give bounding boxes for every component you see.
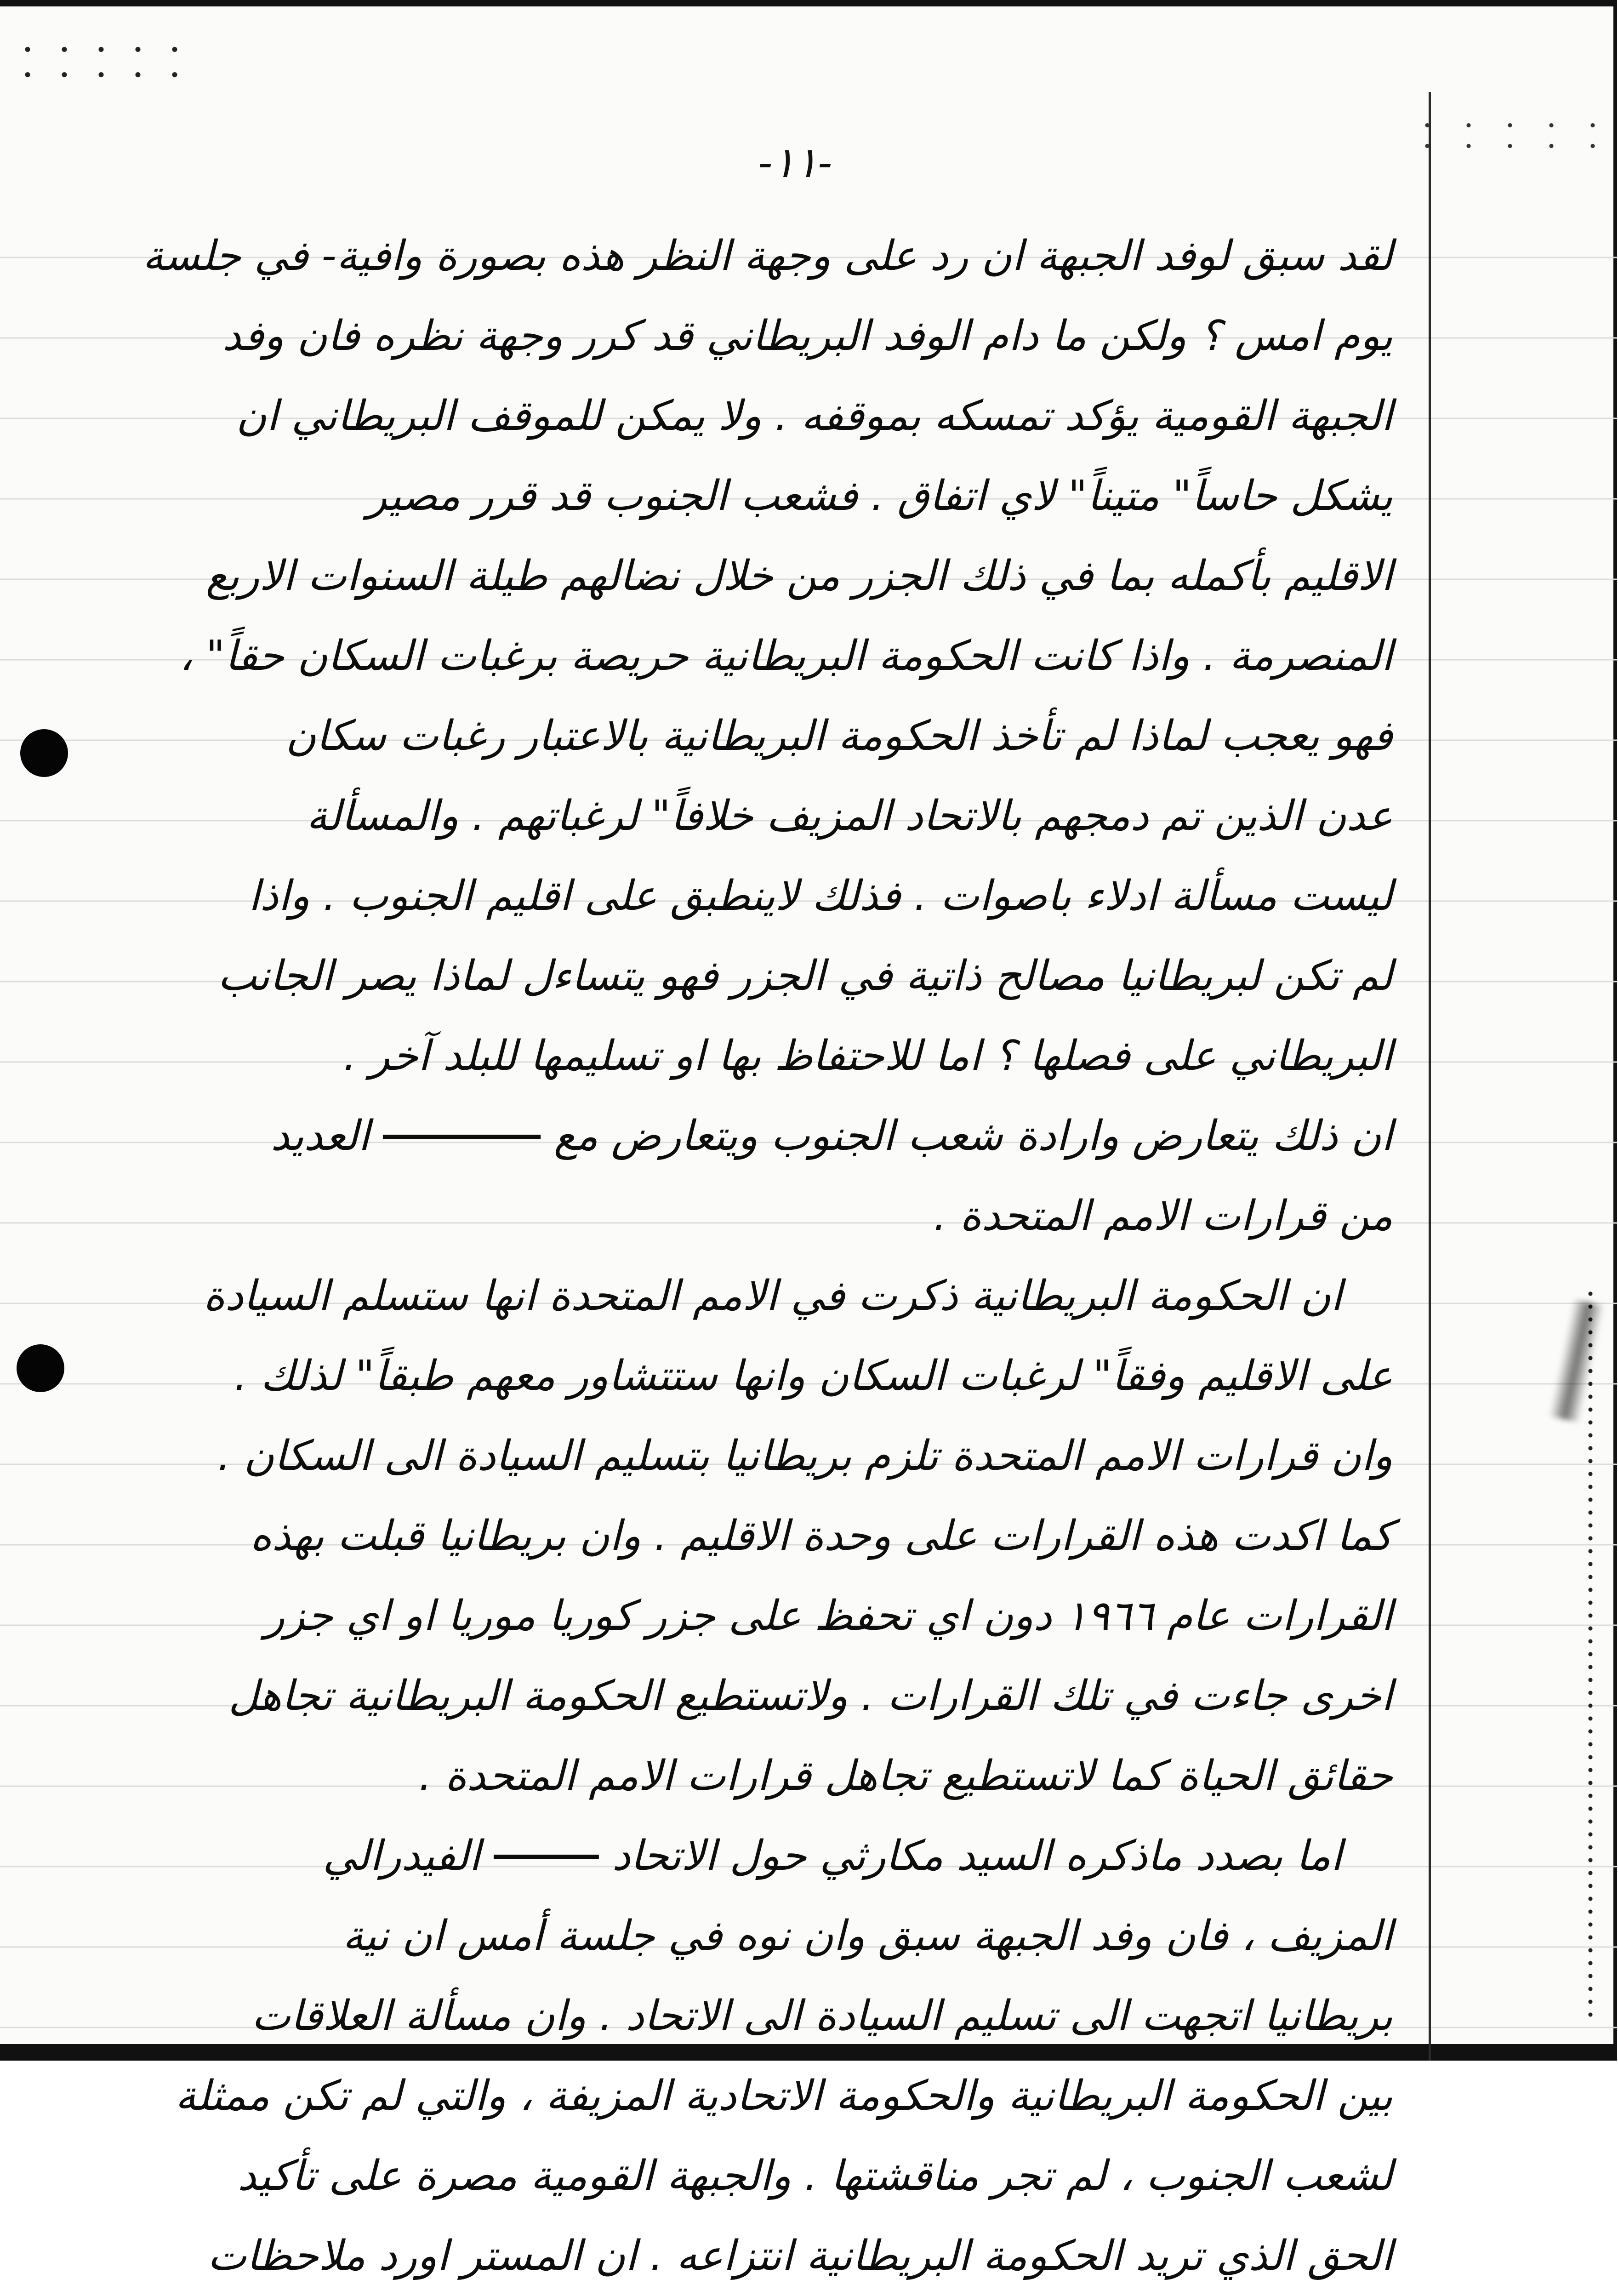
text-line: لقد سبق لوفد الجبهة ان رد على وجهة النظر هذه بصورة وافية- في جلسة <box>142 232 1393 280</box>
text-line: وان قرارات الامم المتحدة تلزم بريطانيا بتسليم السيادة الى السكان . <box>217 1432 1393 1480</box>
text-line: على الاقليم وفقاً" لرغبات السكان وانها ستتشاور معهم طبقاً" لذلك . <box>234 1352 1393 1400</box>
line-text-end: العديد <box>270 1112 370 1160</box>
text-line: فهو يعجب لماذا لم تأخذ الحكومة البريطانية بالاعتبار رغبات سكان <box>285 712 1393 760</box>
text-line: لم تكن لبريطانيا مصالح ذاتية في الجزر فهو يتساءل لماذا يصر الجانب <box>217 952 1393 1000</box>
text-line: يشكل حاساً" متيناً" لاي اتفاق . فشعب الجنوب قد قرر مصير <box>367 472 1393 520</box>
text-line: الجبهة القومية يؤكد تمسكه بموقفه . ولا يمكن للموقف البريطاني ان <box>236 392 1393 440</box>
text-line: القرارات عام ١٩٦٦ دون اي تحفظ على جزر كوريا موريا او اي جزر <box>264 1592 1393 1640</box>
line-text-end: الفيدرالي <box>323 1832 481 1880</box>
text-line: بريطانيا اتجهت الى تسليم السيادة الى الاتحاد . وان مسألة العلاقات <box>251 1992 1393 2040</box>
text-line: المزيف ، فان وفد الجبهة سبق وان نوه في جلسة أمس ان نية <box>342 1912 1393 1960</box>
text-line: الاقليم بأكمله بما في ذلك الجزر من خلال نضالهم طيلة السنوات الاربع <box>205 552 1393 600</box>
text-line: المنصرمة . واذا كانت الحكومة البريطانية حريصة برغبات السكان حقاً" ، <box>179 632 1393 680</box>
line-text: اما بصدد ماذكره السيد مكارثي حول الاتحاد <box>612 1832 1342 1880</box>
text-line: بين الحكومة البريطانية والحكومة الاتحادية المزيفة ، والتي لم تكن ممثلة <box>175 2072 1393 2120</box>
scan-specks-right <box>1407 115 1618 156</box>
line-text: ان ذلك يتعارض وارادة شعب الجنوب ويتعارض مع <box>553 1112 1393 1160</box>
text-line: ليست مسألة ادلاء باصوات . فذلك لاينطبق على اقليم الجنوب . واذا <box>248 872 1393 920</box>
crossed-out-word <box>383 1112 541 1160</box>
text-line-with-strike <box>97 1816 1393 1896</box>
text-line: ان الحكومة البريطانية ذكرت في الامم المتحدة انها ستسلم السيادة <box>203 1272 1342 1320</box>
text-line: من قرارات الامم المتحدة . <box>933 1192 1393 1240</box>
page-number: -١١- <box>758 138 832 187</box>
margin-line <box>1429 92 1431 2061</box>
text-line: الحق الذي تريد الحكومة البريطانية انتزاعه . ان المستر اورد ملاحظات <box>207 2232 1393 2280</box>
text-line: لشعب الجنوب ، لم تجر مناقشتها . والجبهة القومية مصرة على تأكيد <box>237 2152 1393 2200</box>
text-line: كما اكدت هذه القرارات على وحدة الاقليم . وان بريطانيا قبلت بهذه <box>250 1512 1393 1560</box>
text-line: البريطاني على فصلها ؟ اما للاحتفاظ بها او تسليمها للبلد آخر . <box>343 1032 1393 1080</box>
text-line-with-strike <box>97 1096 1393 1176</box>
text-line: حقائق الحياة كما لاتستطيع تجاهل قرارات الامم المتحدة . <box>418 1752 1393 1800</box>
text-line: عدن الذين تم دمجهم بالاتحاد المزيف خلافاً" لرغباتهم . والمسألة <box>306 792 1393 840</box>
text-line: يوم امس ؟ ولكن ما دام الوفد البريطاني قد كرر وجهة نظره فان وفد <box>222 312 1393 360</box>
punch-hole-lower <box>17 1344 64 1392</box>
handwritten-body <box>97 216 1393 2296</box>
punch-hole-upper <box>20 729 68 777</box>
crossed-out-word <box>494 1832 599 1880</box>
scan-specks <box>9 37 193 87</box>
text-line: اخرى جاءت في تلك القرارات . ولاتستطيع الحكومة البريطانية تجاهل <box>228 1672 1393 1720</box>
